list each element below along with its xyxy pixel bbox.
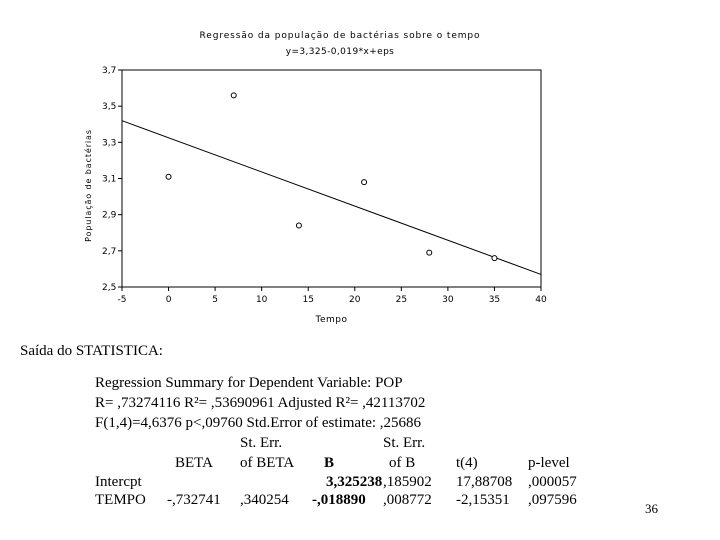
x-axis-label: Tempo	[315, 315, 348, 325]
x-tick-label: 0	[165, 295, 172, 305]
row-intercept-b: 3,325238	[326, 474, 383, 490]
header-p: p-level	[528, 455, 570, 471]
row-tempo-t: -2,15351	[456, 492, 510, 508]
data-point	[231, 93, 236, 98]
data-point	[492, 256, 497, 261]
output-heading: Saída do STATISTICA:	[20, 343, 163, 359]
x-tick-label: 40	[535, 295, 547, 305]
regression-line	[122, 121, 541, 275]
chart-title: Regressão da população de bactérias sobre o tempo	[199, 31, 481, 41]
y-tick-label: 3,5	[102, 102, 117, 113]
header-of-b: of B	[389, 455, 416, 471]
y-tick-label: 3,1	[102, 174, 117, 185]
row-tempo-st-err-b: ,008772	[383, 492, 432, 508]
row-intercept-st-err-b: ,185902	[383, 474, 432, 490]
plot-frame	[122, 70, 541, 287]
y-tick-label: 2,5	[102, 283, 117, 293]
x-tick-label: -5	[117, 295, 127, 305]
summary-line-2: R= ,73274116 R²= ,53690961 Adjusted R²= ,42113702	[95, 395, 426, 411]
row-tempo-label: TEMPO	[95, 492, 146, 508]
x-tick-label: 30	[442, 295, 454, 305]
x-tick-label: 5	[212, 295, 218, 305]
y-axis-label: População de bactérias	[84, 129, 93, 242]
y-tick-label: 2,9	[102, 210, 117, 221]
page-number: 36	[645, 501, 658, 516]
header-of-beta: of BETA	[240, 455, 295, 471]
header-t: t(4)	[456, 455, 478, 471]
row-intercept-label: Intercpt	[95, 474, 142, 490]
data-point	[362, 180, 367, 185]
header-st-err-b: St. Err.	[383, 435, 426, 451]
data-point	[427, 250, 432, 255]
data-point	[166, 174, 171, 179]
x-tick-label: 10	[255, 295, 268, 305]
data-point	[296, 223, 301, 228]
header-beta: BETA	[175, 455, 213, 471]
row-intercept-t: 17,88708	[456, 474, 513, 490]
x-tick-label: 25	[395, 295, 408, 305]
row-tempo-st-err-beta: ,340254	[240, 492, 289, 508]
summary-line-1: Regression Summary for Dependent Variable: POP	[95, 375, 403, 391]
x-tick-label: 35	[488, 295, 501, 305]
row-tempo-p: ,097596	[528, 492, 577, 508]
header-st-err-beta: St. Err.	[240, 435, 283, 451]
row-tempo-beta: -,732741	[167, 492, 221, 508]
x-tick-label: 15	[302, 295, 314, 305]
header-b: B	[324, 455, 335, 471]
chart-subtitle: y=3,325-0,019*x+eps	[285, 47, 395, 57]
row-intercept-p: ,000057	[528, 474, 577, 490]
x-tick-label: 20	[349, 295, 361, 305]
y-tick-label: 3,7	[102, 66, 117, 76]
y-tick-label: 3,3	[102, 138, 117, 149]
row-tempo-b: -,018890	[312, 492, 366, 508]
y-tick-label: 2,7	[102, 246, 117, 257]
summary-line-3: F(1,4)=4,6376 p<,09760 Std.Error of estimate: ,25686	[95, 415, 422, 431]
